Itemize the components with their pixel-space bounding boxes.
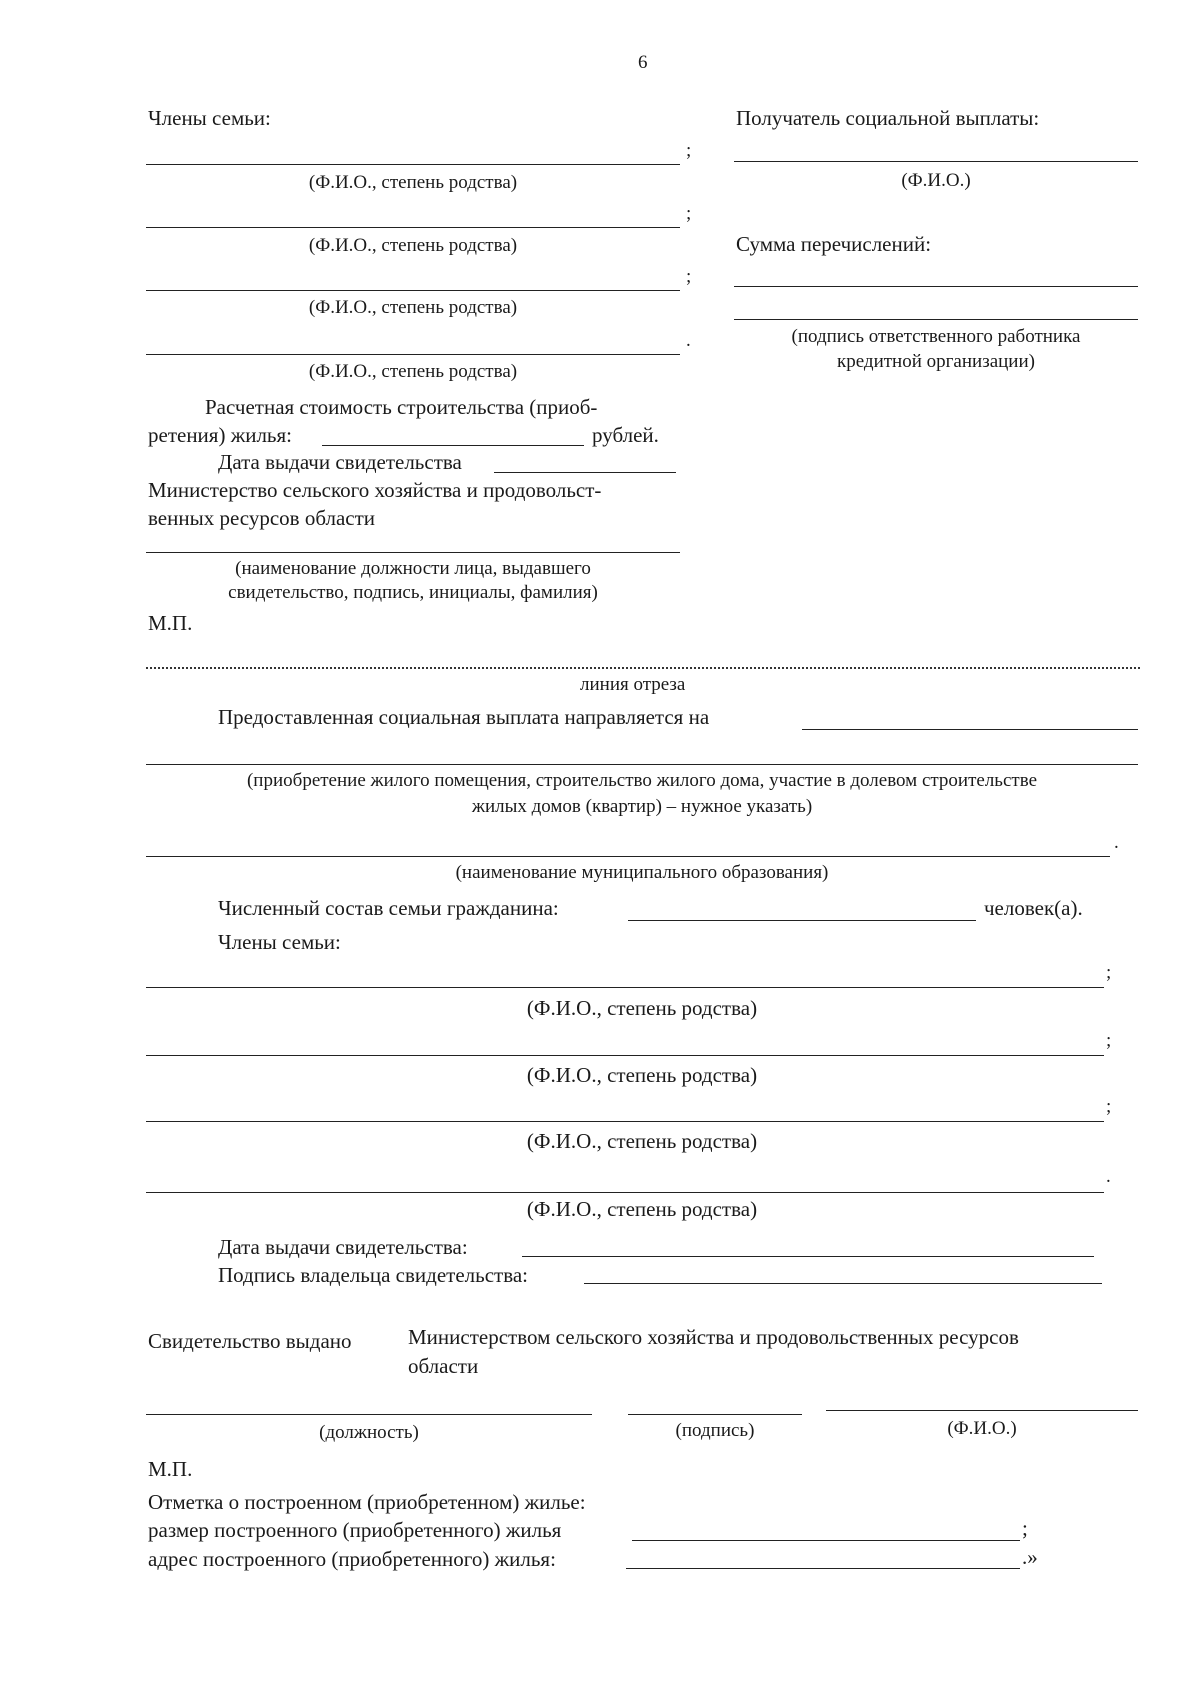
bottom-stamp-label: М.П. (148, 1457, 193, 1481)
separator-period: . (1106, 1166, 1111, 1187)
family-members-title-bottom: Члены семьи: (218, 930, 341, 954)
fio-caption: (Ф.И.О., степень родства) (308, 297, 518, 318)
fio-caption: (Ф.И.О., степень родства) (308, 361, 518, 382)
cut-line (146, 667, 1140, 669)
fio-line[interactable] (826, 1410, 1138, 1411)
bottom-issue-date-line[interactable] (522, 1256, 1094, 1257)
fio-caption-bottom: (Ф.И.О., степень родства) (526, 996, 758, 1020)
bottom-family-line-4[interactable] (146, 1192, 1104, 1193)
separator-semicolon: ; (1106, 1030, 1112, 1051)
position-line[interactable] (146, 1414, 592, 1415)
housing-size-line[interactable] (632, 1540, 1020, 1541)
housing-address-label: адрес построенного (приобретенного) жилья: (148, 1547, 556, 1571)
owner-signature-line[interactable] (584, 1283, 1102, 1284)
municipality-caption: (наименование муниципального образования) (455, 862, 829, 883)
fio-caption-bottom: (Ф.И.О., степень родства) (526, 1197, 758, 1221)
official-signature-line[interactable] (146, 552, 680, 553)
amount-line-2[interactable] (734, 319, 1138, 320)
housing-size-end: ; (1022, 1516, 1028, 1540)
signature-caption: (подпись) (675, 1420, 755, 1441)
separator-semicolon: ; (1106, 1096, 1112, 1117)
family-member-line-2[interactable] (146, 227, 680, 228)
page-number: 6 (638, 52, 648, 73)
signature-caption-line-1: (подпись ответственного работника (791, 326, 1081, 347)
issued-by-line-2: области (408, 1354, 479, 1378)
fio-short-caption: (Ф.И.О.) (947, 1418, 1017, 1439)
recipient-title: Получатель социальной выплаты: (736, 106, 1040, 130)
housing-address-end: .» (1022, 1545, 1038, 1569)
municipality-line[interactable] (146, 856, 1110, 857)
fio-caption-bottom: (Ф.И.О., степень родства) (526, 1129, 758, 1153)
directed-to-label: Предоставленная социальная выплата направляется на (218, 705, 710, 729)
family-count-suffix: человек(а). (984, 896, 1083, 920)
cut-line-label: линия отреза (580, 674, 686, 695)
issued-by-line-1: Министерством сельского хозяйства и продовольственных ресурсов (408, 1325, 1019, 1349)
amount-title: Сумма перечислений: (736, 232, 932, 256)
purpose-caption-line-2: жилых домов (квартир) – нужное указать) (471, 796, 813, 817)
housing-size-label: размер построенного (приобретенного) жилья (148, 1518, 562, 1542)
owner-signature-label: Подпись владельца свидетельства: (218, 1263, 529, 1287)
bottom-issue-date-label: Дата выдачи свидетельства: (218, 1235, 468, 1259)
recipient-caption: (Ф.И.О.) (901, 170, 971, 191)
ministry-line-2: венных ресурсов области (148, 506, 376, 530)
cost-line-1: Расчетная стоимость строительства (приоб- (205, 395, 598, 419)
directed-to-line[interactable] (802, 729, 1138, 730)
family-members-title: Члены семьи: (148, 106, 271, 130)
signature-line[interactable] (628, 1414, 802, 1415)
purpose-line[interactable] (146, 764, 1138, 765)
signature-caption-line-2: кредитной организации) (837, 351, 1035, 372)
bottom-family-line-3[interactable] (146, 1121, 1104, 1122)
recipient-line[interactable] (734, 161, 1138, 162)
cost-line-2-suffix: рублей. (592, 423, 659, 447)
family-member-line-4[interactable] (146, 354, 680, 355)
family-member-line-3[interactable] (146, 290, 680, 291)
bottom-family-line-1[interactable] (146, 987, 1104, 988)
stamp-label: М.П. (148, 611, 193, 635)
family-count-label: Численный состав семьи гражданина: (218, 896, 559, 920)
ministry-line-1: Министерство сельского хозяйства и продовольст- (148, 478, 602, 502)
separator-semicolon: ; (686, 266, 692, 287)
family-count-line[interactable] (628, 920, 976, 921)
issued-by-label: Свидетельство выдано (148, 1329, 352, 1353)
cost-line-2-prefix: ретения) жилья: (148, 423, 292, 447)
official-caption-line-1: (наименование должности лица, выдавшего (235, 558, 591, 579)
fio-caption: (Ф.И.О., степень родства) (308, 235, 518, 256)
amount-line-1[interactable] (734, 286, 1138, 287)
position-caption: (должность) (319, 1422, 419, 1443)
fio-caption: (Ф.И.О., степень родства) (308, 172, 518, 193)
housing-mark-label: Отметка о построенном (приобретенном) жилье: (148, 1490, 586, 1514)
purpose-caption-line-1: (приобретение жилого помещения, строительство жилого дома, участие в долевом строительстве (246, 770, 1038, 791)
bottom-family-line-2[interactable] (146, 1055, 1104, 1056)
official-caption-line-2: свидетельство, подпись, инициалы, фамилия) (228, 582, 598, 603)
separator-semicolon: ; (686, 140, 692, 161)
issue-date-label: Дата выдачи свидетельства (218, 450, 462, 474)
separator-period: . (1114, 832, 1119, 853)
issue-date-line[interactable] (494, 472, 676, 473)
fio-caption-bottom: (Ф.И.О., степень родства) (526, 1063, 758, 1087)
separator-semicolon: ; (1106, 962, 1112, 983)
cost-value-line[interactable] (322, 445, 584, 446)
separator-semicolon: ; (686, 203, 692, 224)
family-member-line-1[interactable] (146, 164, 680, 165)
separator-period: . (686, 330, 691, 351)
housing-address-line[interactable] (626, 1568, 1020, 1569)
